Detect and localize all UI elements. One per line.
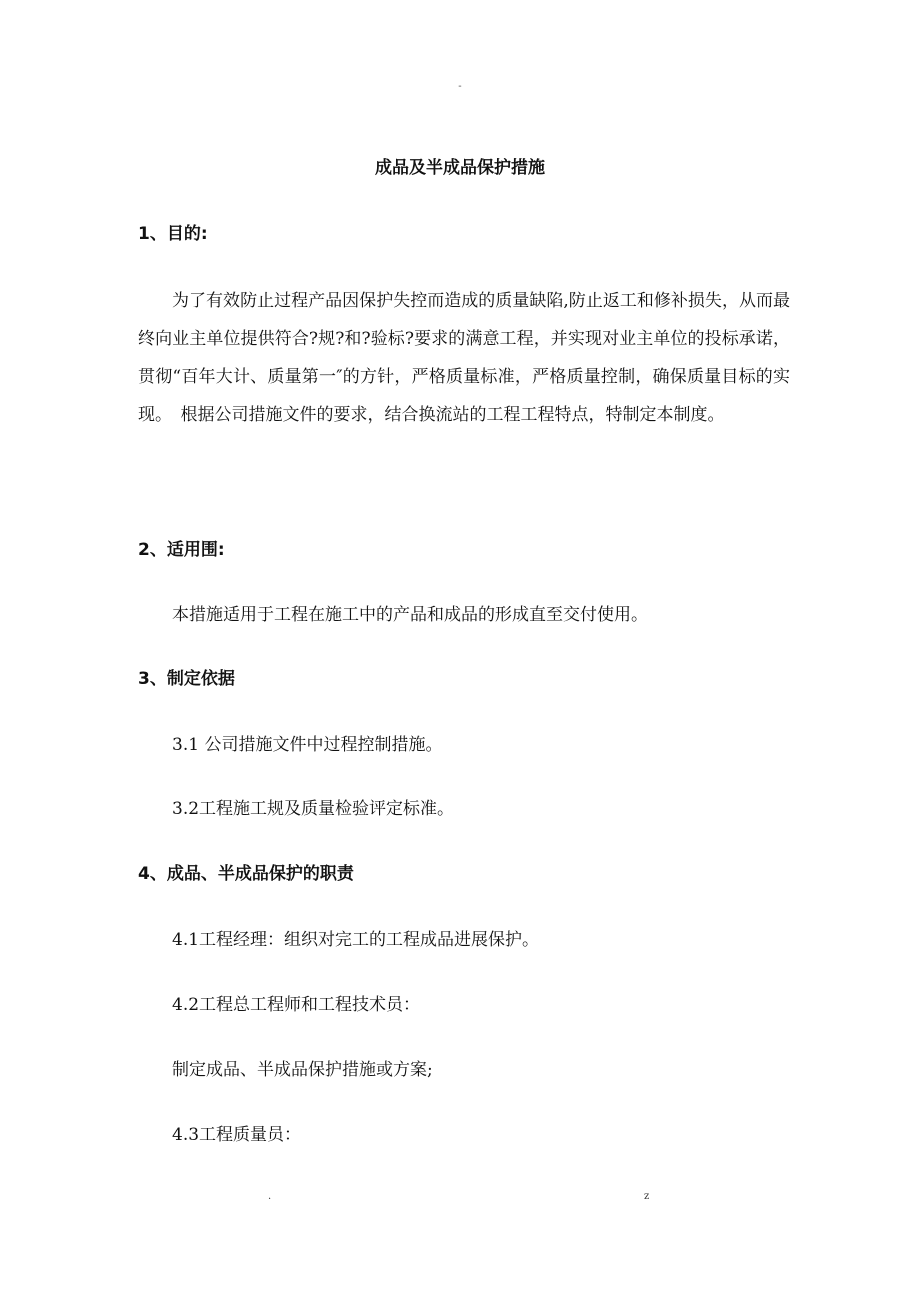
duty-line-2: 4.2工程总工程师和工程技术员：	[172, 995, 421, 1015]
section-heading-duties: 4、成品、半成品保护的职责	[138, 864, 354, 884]
section-heading-basis: 3、制定依据	[138, 669, 235, 689]
section-heading-purpose: 1、目的:	[138, 224, 208, 244]
page-footer-left: .	[268, 1191, 272, 1202]
duty-line-4: 4.3工程质量员：	[172, 1125, 302, 1145]
duty-line-1: 4.1工程经理：组织对完工的工程成品进展保护。	[172, 930, 540, 950]
basis-line-1: 3.1 公司措施文件中过程控制措施。	[172, 735, 443, 755]
scope-line: 本措施适用于工程在施工中的产品和成品的形成直至交付使用。	[172, 605, 648, 625]
section-heading-scope: 2、适用围:	[138, 540, 225, 560]
section-paragraph-purpose: 为了有效防止过程产品因保护失控而造成的质量缺陷,防止返工和修补损失，从而最终向业主单位提供符合?规?和?验标?要求的满意工程，并实现对业主单位的投标承诺，贯彻“百年大计、质量第一″的方针，严格质量标准，严格质量控制，确保质量目标的实现。 根据公司措施文件的要求，结合换流站的工程工程特点，特制定本制度。	[138, 291, 790, 425]
document-title: 成品及半成品保护措施	[375, 158, 545, 178]
duty-line-3: 制定成品、半成品保护措施或方案;	[172, 1060, 433, 1080]
page-header-mark: -	[458, 81, 462, 92]
basis-line-2: 3.2工程施工规及质量检验评定标准。	[172, 799, 455, 819]
page-footer-right: z	[644, 1191, 650, 1202]
